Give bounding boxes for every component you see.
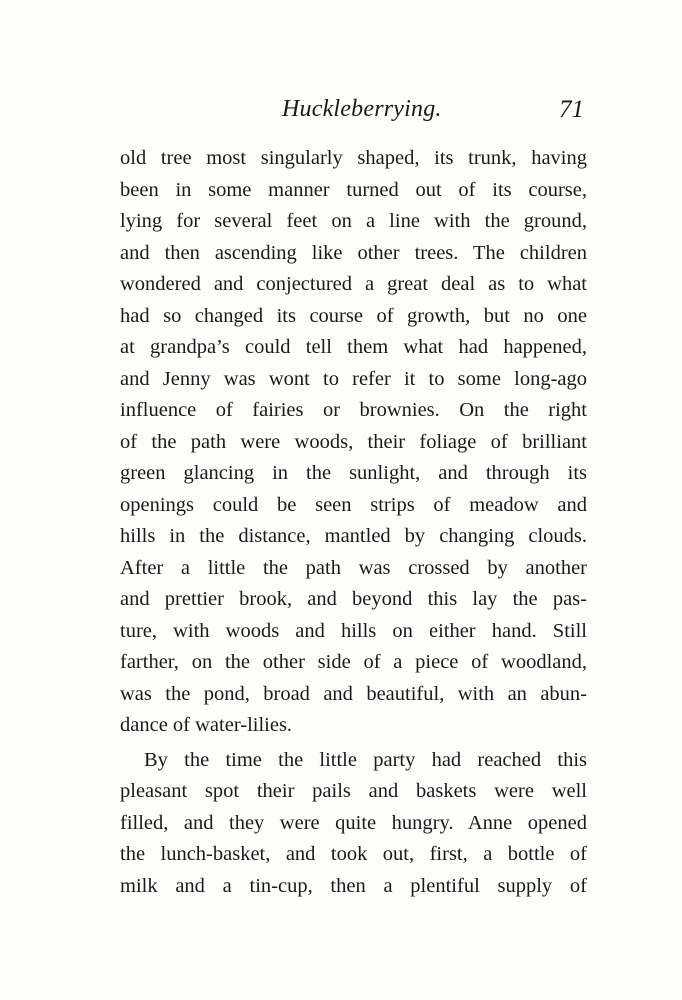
text-line: of the path were woods, their foliage of brilliant <box>120 430 587 453</box>
page-number: 71 <box>559 96 584 123</box>
paragraph <box>120 745 587 903</box>
text-line: By the time the little party had reached this <box>144 748 587 771</box>
text-line: wondered and conjectured a great deal as to what <box>120 273 587 295</box>
text-line: lying for several feet on a line with the ground, <box>120 210 587 232</box>
text-line: milk and a tin-cup, then a plentiful supply of <box>120 874 587 897</box>
text-line: filled, and they were quite hungry. Anne opened <box>120 811 587 834</box>
text-line: openings could be seen strips of meadow and <box>120 493 587 516</box>
text-line: After a little the path was crossed by another <box>120 556 587 579</box>
text-line: farther, on the other side of a piece of woodland, <box>120 651 587 673</box>
text-line: green glancing in the sunlight, and through its <box>120 462 587 484</box>
text-line: the lunch-basket, and took out, first, a bottle of <box>120 843 587 865</box>
text-line: been in some manner turned out of its course, <box>120 178 587 201</box>
text-line: hills in the distance, mantled by changing clouds. <box>120 525 587 547</box>
text-line: and then ascending like other trees. The children <box>120 241 587 264</box>
running-title: Huckleberrying. <box>282 96 442 122</box>
running-head <box>120 96 586 132</box>
text-line: had so changed its course of growth, but no one <box>120 304 587 327</box>
text-line: dance of water-lilies. <box>120 714 293 736</box>
body-text <box>120 143 587 902</box>
paragraph <box>120 143 587 742</box>
text-line: influence of fairies or brownies. On the right <box>120 399 587 421</box>
text-line: was the pond, broad and beautiful, with an abun- <box>120 682 587 705</box>
text-line: at grandpa’s could tell them what had happened, <box>120 336 587 358</box>
text-line: and Jenny was wont to refer it to some long-ago <box>120 367 587 390</box>
text-line: and prettier brook, and beyond this lay the pas- <box>120 588 587 610</box>
text-line: old tree most singularly shaped, its trunk, having <box>120 147 587 169</box>
text-line: pleasant spot their pails and baskets were well <box>120 780 587 802</box>
text-line: ture, with woods and hills on either hand. Still <box>120 619 587 642</box>
